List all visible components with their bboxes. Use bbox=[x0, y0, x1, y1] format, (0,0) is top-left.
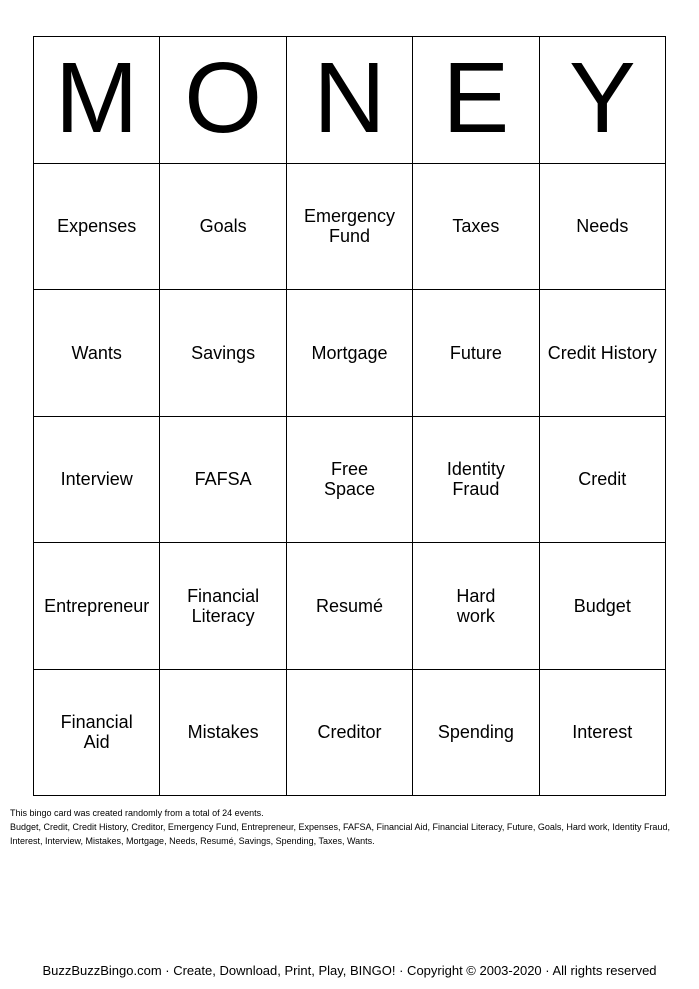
bingo-cell bbox=[160, 417, 286, 544]
bingo-cell bbox=[160, 670, 286, 797]
cell-text: Expenses bbox=[57, 216, 137, 237]
bingo-cell bbox=[540, 543, 666, 670]
cell-text: Resumé bbox=[315, 595, 383, 616]
cell-text: Emergency Fund bbox=[303, 206, 395, 247]
cell-text: FAFSA bbox=[194, 469, 252, 490]
header-letter: E bbox=[442, 41, 510, 154]
bingo-cell bbox=[413, 417, 539, 544]
cell-text: Savings bbox=[191, 342, 256, 363]
bingo-cell bbox=[34, 290, 160, 417]
bingo-cell bbox=[287, 290, 413, 417]
cell-text: Interest bbox=[572, 722, 633, 743]
cell-text: Financial Aid bbox=[60, 712, 133, 753]
cell-text: Spending bbox=[437, 722, 514, 743]
cell-text: Financial Literacy bbox=[187, 585, 260, 626]
bingo-cell bbox=[540, 417, 666, 544]
header-letter-n bbox=[287, 37, 413, 164]
cell-text: Credit History bbox=[547, 342, 657, 363]
cell-text: Identity Fraud bbox=[446, 459, 505, 500]
cell-text: Hard work bbox=[456, 585, 496, 626]
bingo-cell bbox=[160, 290, 286, 417]
bingo-cell bbox=[540, 670, 666, 797]
cell-text: Future bbox=[449, 342, 502, 363]
bingo-cell bbox=[413, 670, 539, 797]
header-letter: M bbox=[55, 41, 139, 154]
header-letter: Y bbox=[568, 41, 636, 154]
bingo-cell bbox=[34, 164, 160, 291]
header-letter-e bbox=[413, 37, 539, 164]
card-info bbox=[10, 806, 680, 848]
header-letter: N bbox=[313, 41, 386, 154]
cell-text: Entrepreneur bbox=[44, 595, 150, 616]
site-footer bbox=[0, 962, 699, 980]
cell-text: Interview bbox=[60, 469, 133, 490]
cell-text: Free Space bbox=[323, 459, 375, 500]
bingo-cell bbox=[287, 670, 413, 797]
cell-text: Goals bbox=[199, 216, 247, 237]
cell-text: Needs bbox=[576, 216, 629, 237]
header-letter-m bbox=[34, 37, 160, 164]
bingo-cell bbox=[34, 670, 160, 797]
bingo-cell bbox=[540, 164, 666, 291]
bingo-cell bbox=[413, 290, 539, 417]
bingo-cell bbox=[287, 164, 413, 291]
header-letter: O bbox=[184, 41, 262, 154]
footer-text: BuzzBuzzBingo.com · Create, Download, Print, Play, BINGO! · Copyright © 2003-2020 · All rights reserved bbox=[42, 963, 657, 978]
cell-text: Credit bbox=[578, 469, 627, 490]
header-letter-o bbox=[160, 37, 286, 164]
cell-text: Creditor bbox=[317, 722, 382, 743]
bingo-cell bbox=[34, 543, 160, 670]
cell-text: Taxes bbox=[452, 216, 500, 237]
cell-text: Budget bbox=[573, 595, 631, 616]
bingo-cell bbox=[540, 290, 666, 417]
cell-text: Mortgage bbox=[311, 342, 388, 363]
cell-text: Wants bbox=[71, 342, 122, 363]
bingo-cell bbox=[160, 543, 286, 670]
card-info-word-list: Budget, Credit, Credit History, Creditor, Emergency Fund, Entrepreneur, Expenses, FAFSA, Financial Aid, Financial Literacy, Future, Goals, Hard work, Identity Fraud, Interest, Interview, Mistakes, Mortgage, Needs, Resumé, Savings, Spending, Taxes, Wants. bbox=[10, 822, 670, 846]
card-info-summary: This bingo card was created randomly from a total of 24 events. bbox=[10, 808, 264, 818]
bingo-cell bbox=[287, 543, 413, 670]
bingo-cell bbox=[34, 417, 160, 544]
bingo-cell bbox=[413, 164, 539, 291]
bingo-cell bbox=[413, 543, 539, 670]
bingo-card bbox=[33, 36, 666, 796]
free-space-cell bbox=[287, 417, 413, 544]
header-letter-y bbox=[540, 37, 666, 164]
cell-text: Mistakes bbox=[187, 722, 259, 743]
bingo-cell bbox=[160, 164, 286, 291]
